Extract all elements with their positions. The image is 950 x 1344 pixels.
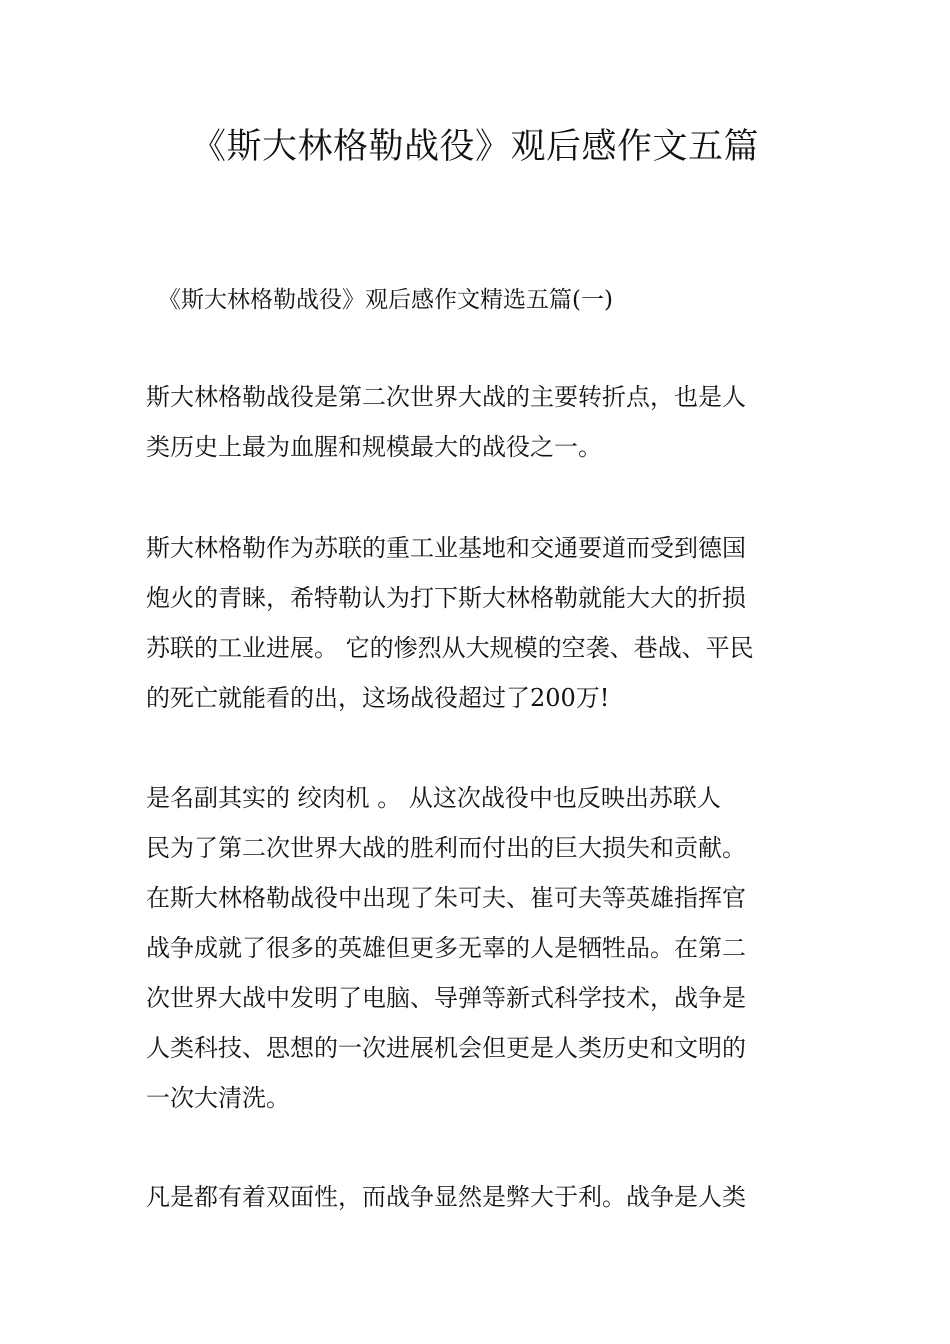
paragraph-line: 苏联的工业进展。 它的惨烈从大规模的空袭、巷战、平民 bbox=[146, 634, 754, 662]
paragraph-line: 斯大林格勒战役是第二次世界大战的主要转折点，也是人 bbox=[146, 383, 746, 411]
paragraph-line: 凡是都有着双面性，而战争显然是弊大于利。战争是人类 bbox=[146, 1183, 746, 1211]
paragraph-3 bbox=[146, 773, 806, 1123]
document-title: 《斯大林格勒战役》观后感作文五篇 bbox=[190, 127, 759, 167]
paragraph-line: 人类科技、思想的一次进展机会但更是人类历史和文明的 bbox=[146, 1034, 746, 1062]
paragraph-line: 类历史上最为血腥和规模最大的战役之一。 bbox=[146, 433, 602, 461]
paragraph-line: 次世界大战中发明了电脑、导弹等新式科学技术，战争是 bbox=[146, 984, 746, 1012]
paragraph-2 bbox=[146, 523, 806, 723]
paragraph-line: 民为了第二次世界大战的胜利而付出的巨大损失和贡献。 bbox=[146, 834, 746, 862]
paragraph-line: 一次大清洗。 bbox=[146, 1084, 290, 1112]
paragraph-line: 炮火的青睐，希特勒认为打下斯大林格勒就能大大的折损 bbox=[146, 584, 746, 612]
paragraph-line: 在斯大林格勒战役中出现了朱可夫、崔可夫等英雄指挥官 bbox=[146, 884, 746, 912]
paragraph-line: 的死亡就能看的出，这场战役超过了200万! bbox=[146, 684, 610, 712]
paragraph-4 bbox=[146, 1172, 806, 1222]
paragraph-line: 斯大林格勒作为苏联的重工业基地和交通要道而受到德国 bbox=[146, 534, 746, 562]
paragraph-line: 是名副其实的 绞肉机 。 从这次战役中也反映出苏联人 bbox=[146, 784, 721, 812]
paragraph-line: 战争成就了很多的英雄但更多无辜的人是牺牲品。在第二 bbox=[146, 934, 746, 962]
paragraph-1 bbox=[146, 372, 806, 472]
section-heading: 《斯大林格勒战役》观后感作文精选五篇(一) bbox=[158, 287, 613, 313]
